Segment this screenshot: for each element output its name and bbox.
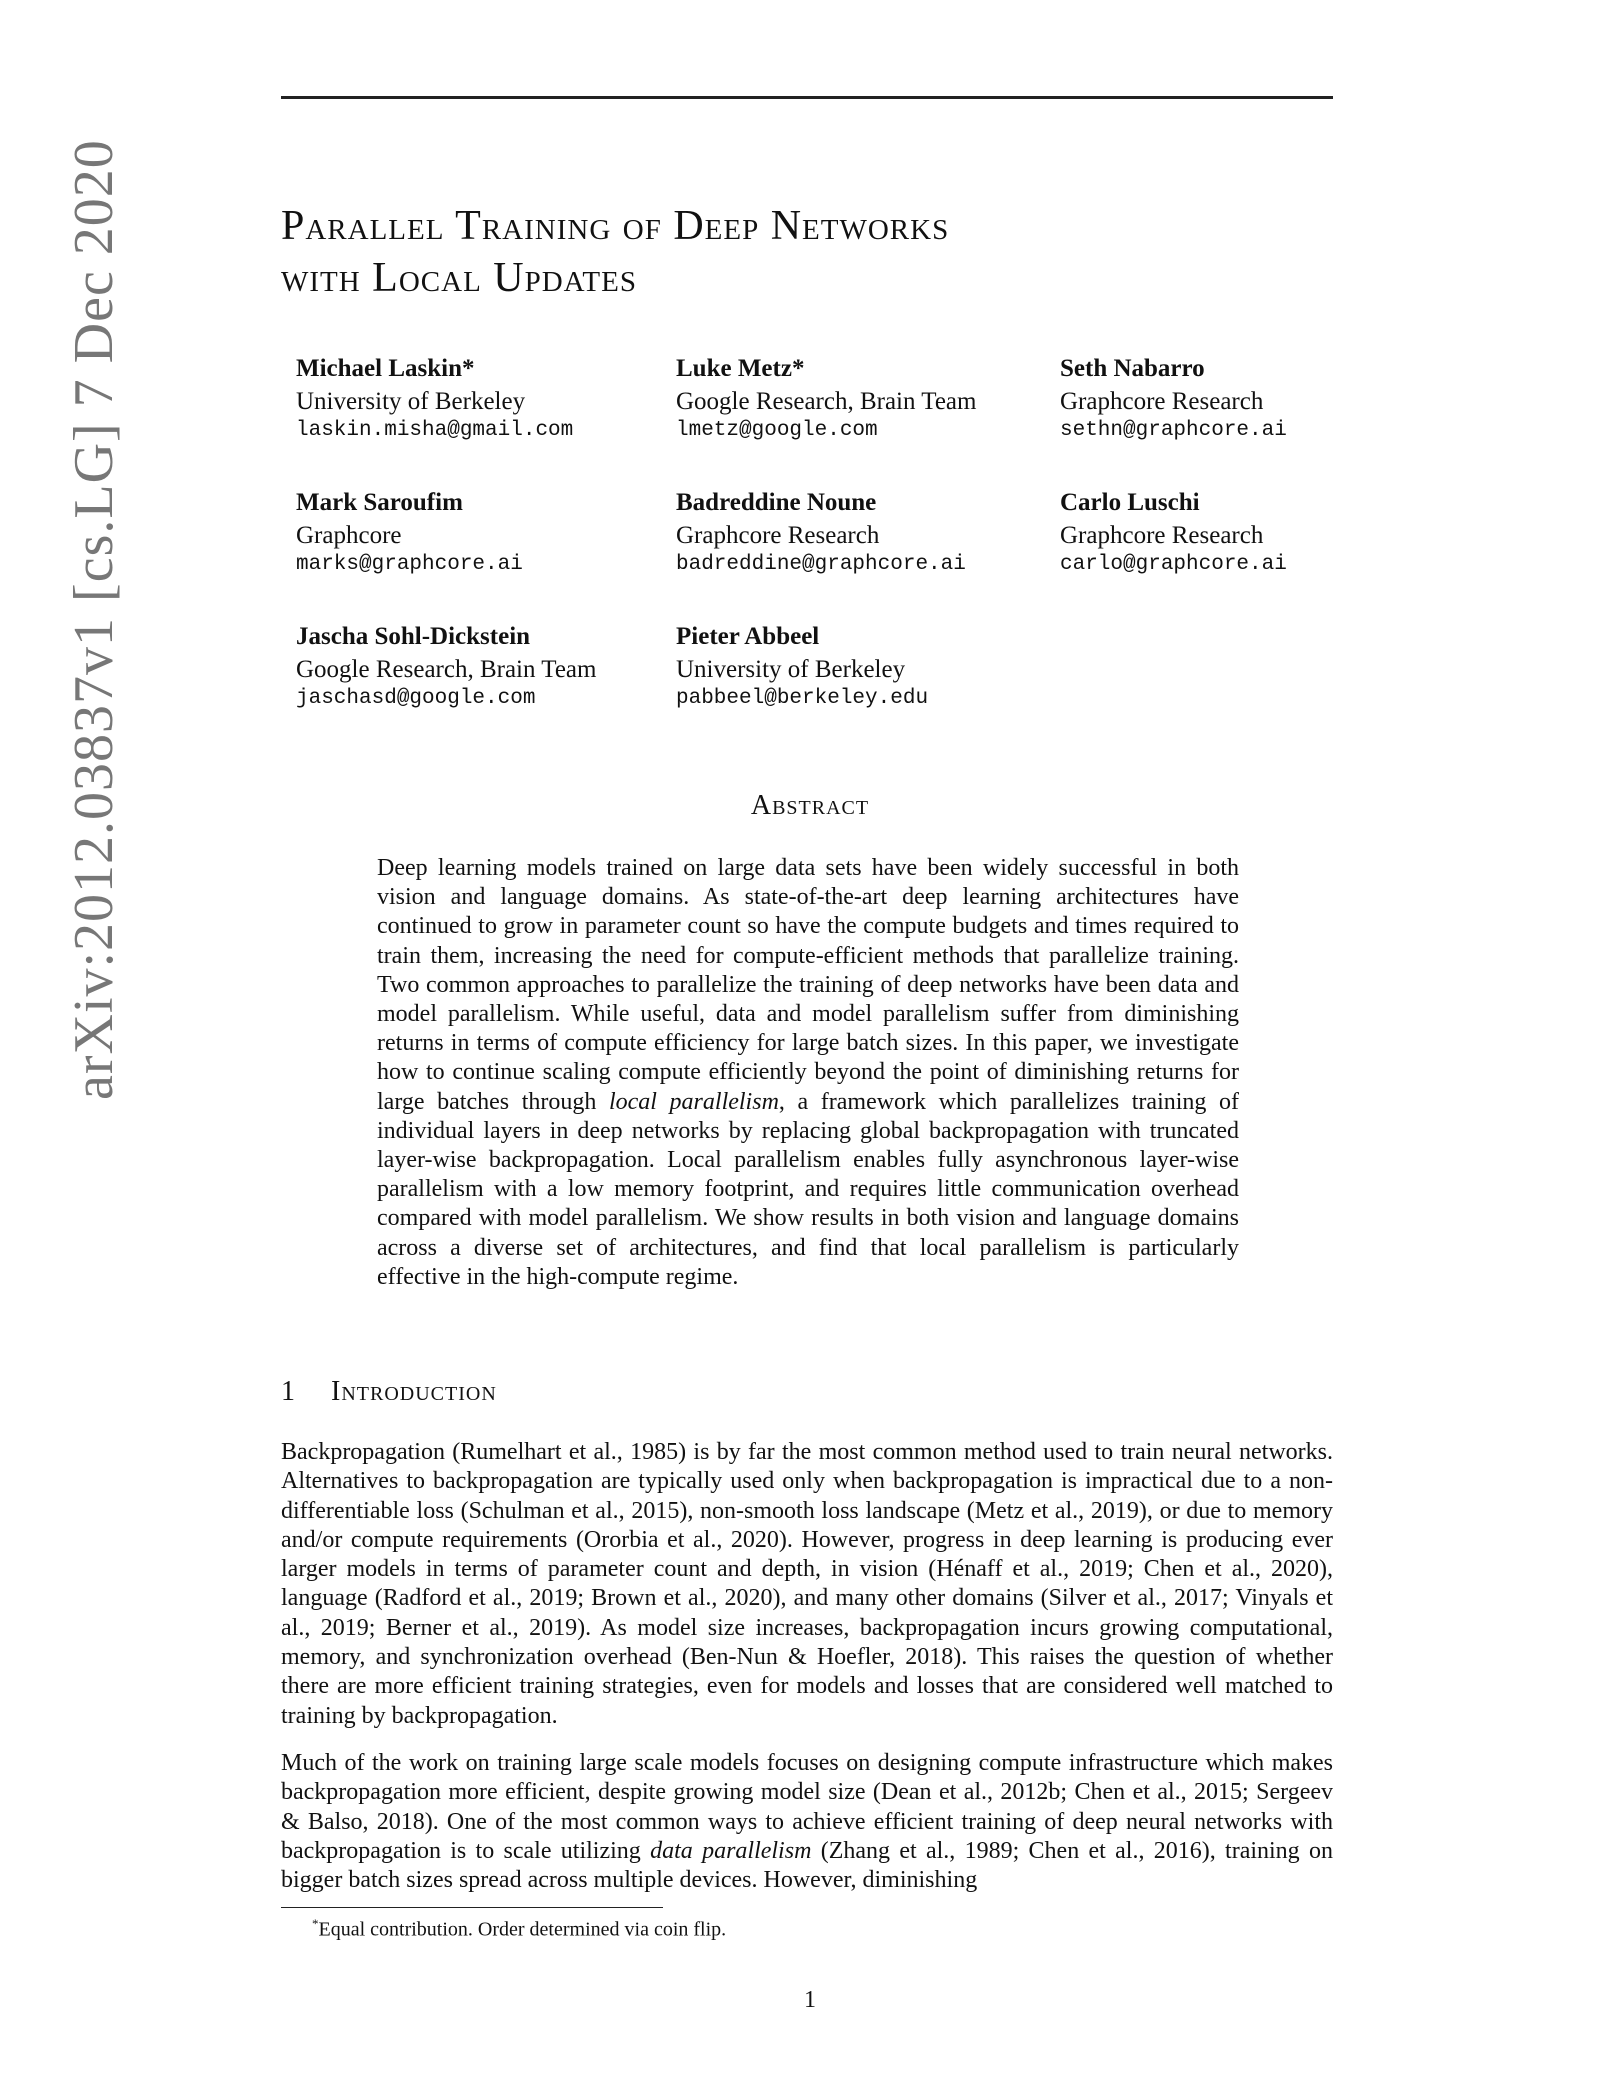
author-email: laskin.misha@gmail.com: [296, 419, 574, 442]
footnote-text: Equal contribution. Order determined via coin flip.: [318, 1918, 727, 1941]
author-affiliation: Graphcore: [296, 522, 402, 549]
abstract-part-2: , a framework which parallelizes training of individual layers in deep networks by replacing global backpropagation with truncated layer-wise backpropagation. Local parallelism enables fully asynchronous layer-wise parallelism with a low memory footprint, and requires little communication overhead compared with model parallelism. We show results in both vision and language domains across a diverse set of architectures, and find that local parallelism is particularly effective in the high-compute regime.: [377, 1088, 1240, 1290]
paragraph-2-part-1: Much of the work on training large scale models focuses on designing compute infrastructure which makes backpropagation more efficient, despite growing model size (Dean et al., 2012b; Chen et al., 2015; Sergeev & Balso, 2018). One of the most common ways to achieve efficient training of deep neural networks with backpropagation is to scale utilizing: [281, 1750, 1333, 1864]
author-name: Luke Metz*: [676, 355, 805, 382]
author-email: carlo@graphcore.ai: [1060, 553, 1287, 576]
author-email: jaschasd@google.com: [296, 687, 536, 710]
author-email: marks@graphcore.ai: [296, 553, 523, 576]
footnote-rule: [281, 1907, 663, 1908]
author-email: sethn@graphcore.ai: [1060, 419, 1287, 442]
author-affiliation: Graphcore Research: [676, 522, 880, 549]
author-entry: [296, 620, 676, 712]
author-email: badreddine@graphcore.ai: [676, 553, 966, 576]
author-affiliation: Google Research, Brain Team: [676, 388, 977, 415]
abstract-text: [377, 854, 1239, 1292]
abstract-part-1: Deep learning models trained on large data sets have been widely successful in both vision and language domains. As state-of-the-art deep learning architectures have continued to grow in parameter count so have the compute budgets and times required to train them, increasing the need for compute-efficient methods that parallelize training. Two common approaches to parallelize the training of deep networks have been data and model parallelism. While useful, data and model parallelism suffer from diminishing returns in terms of compute efficiency for large batch sizes. In this paper, we investigate how to continue scaling compute efficiently beyond the point of diminishing returns for large batches through: [377, 855, 1239, 1115]
author-entry: [296, 352, 676, 444]
footnote-marker: *: [312, 1916, 319, 1931]
author-affiliation: Graphcore Research: [1060, 522, 1264, 549]
intro-paragraph-1: Backpropagation (Rumelhart et al., 1985) is by far the most common method used to train neural networks. Alternatives to backpropagation are typically used only when backpropagation is impractical due to a non-differentiable loss (Schulman et al., 2015), non-smooth loss landscape (Metz et al., 2019), or due to memory and/or compute requirements (Ororbia et al., 2020). However, progress in deep learning is producing ever larger models in terms of parameter count and depth, in vision (Hénaff et al., 2019; Chen et al., 2020), language (Radford et al., 2019; Brown et al., 2020), and many other domains (Silver et al., 2017; Vinyals et al., 2019; Berner et al., 2019). As model size increases, backpropagation incurs growing computational, memory, and synchronization overhead (Ben-Nun & Hoefler, 2018). This raises the question of whether there are more efficient training strategies, even for models and losses that are considered well matched to training by backpropagation.: [281, 1439, 1333, 1729]
author-entry: [676, 620, 1060, 712]
author-entry: [1060, 352, 1336, 444]
section-number: 1: [281, 1376, 296, 1407]
paper-title: [281, 200, 1333, 304]
title-line-2: with Local Updates: [281, 255, 637, 301]
abstract-heading: Abstract: [750, 790, 870, 821]
author-entry: [676, 352, 1060, 444]
author-block: [296, 352, 1336, 712]
author-affiliation: University of Berkeley: [296, 388, 526, 415]
author-name: Mark Saroufim: [296, 489, 463, 516]
arxiv-stamp: arXiv:2012.03837v1 [cs.LG] 7 Dec 2020: [63, 139, 125, 1100]
footnote: [312, 1911, 726, 1943]
section-title: Introduction: [331, 1376, 497, 1407]
author-name: Jascha Sohl-Dickstein: [296, 623, 531, 650]
intro-paragraph-2: [281, 1749, 1333, 1895]
author-name: Seth Nabarro: [1060, 355, 1205, 382]
author-affiliation: University of Berkeley: [676, 656, 906, 683]
author-name: Pieter Abbeel: [676, 623, 820, 650]
section-heading: [281, 1376, 497, 1408]
author-name: Michael Laskin*: [296, 355, 475, 382]
abstract-emphasis: local parallelism: [608, 1088, 779, 1115]
author-entry: [676, 486, 1060, 578]
title-line-1: Parallel Training of Deep Networks: [281, 203, 950, 249]
author-email: pabbeel@berkeley.edu: [676, 687, 929, 710]
paragraph-2-emphasis: data parallelism: [650, 1837, 812, 1864]
author-name: Badreddine Noune: [676, 489, 877, 516]
author-affiliation: Google Research, Brain Team: [296, 656, 597, 683]
author-affiliation: Graphcore Research: [1060, 388, 1264, 415]
author-email: lmetz@google.com: [676, 419, 878, 442]
top-rule: [281, 96, 1333, 99]
author-entry: [1060, 486, 1336, 578]
page-number: 1: [804, 1987, 816, 2013]
author-name: Carlo Luschi: [1060, 489, 1200, 516]
paragraph-2-part-2: (Zhang et al., 1989; Chen et al., 2016), training on bigger batch sizes spread across multiple devices. However, diminishing: [281, 1837, 1333, 1894]
author-entry: [296, 486, 676, 578]
